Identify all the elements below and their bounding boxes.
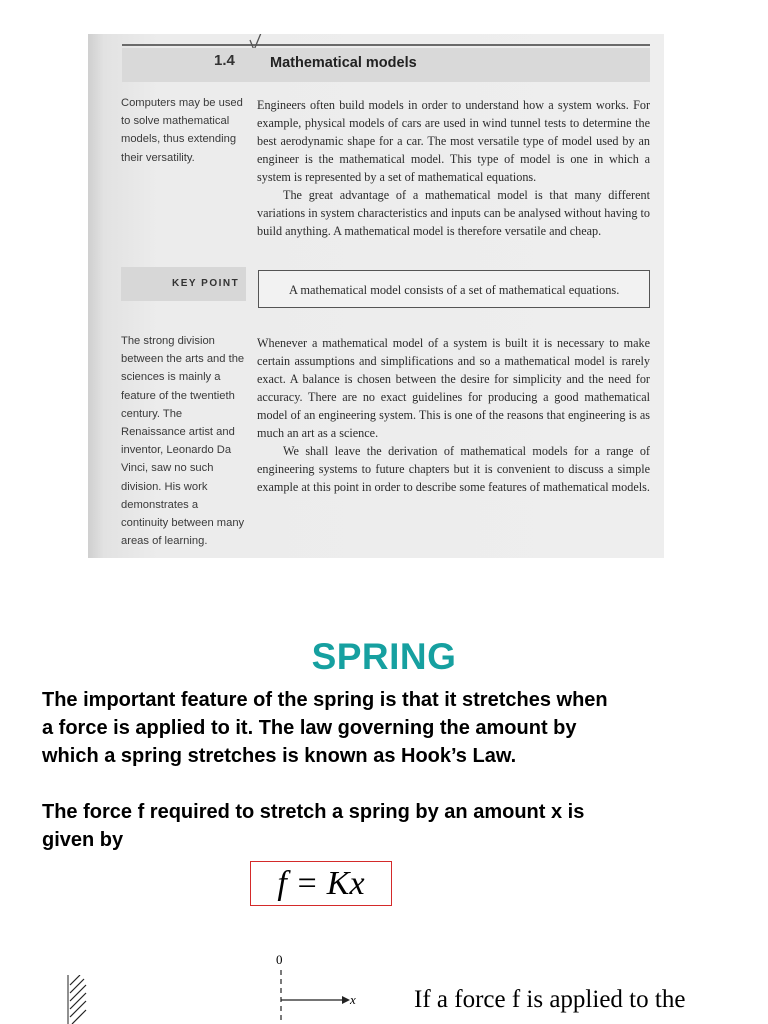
force-definition-paragraph: The force f required to stretch a spring by an amount x is given by [42, 801, 585, 851]
key-point-label: KEY POINT [172, 278, 240, 289]
spring-feature-paragraph: The important feature of the spring is that it stretches when a force is applied to it. The law governing the amount by which a spring stretches is known as Hook’s Law. [42, 689, 608, 767]
slide-title: SPRING [311, 636, 457, 677]
scanned-textbook-page [88, 34, 664, 558]
section-title: Mathematical models [270, 55, 417, 71]
key-point-box: A mathematical model consists of a set of mathematical equations. [258, 270, 650, 308]
body-paragraph-3: Whenever a mathematical model of a system is built it is necessary to make certain assumptions and simplifications and so a mathematical model is rarely exact. A balance is chosen between the desire for simplicity and the need for accuracy. There are no exact guidelines for producing a good mathematical model of an engineering system. This is one of the reasons that engineering is as much an art as a science. [257, 336, 650, 440]
body-paragraph-2: The great advantage of a mathematical model is that many different variations in system characteristics and inputs can be analysed without having to build anything. A mathematical model is therefore versatile and cheap. [257, 188, 650, 238]
axis-origin-label: 0 [276, 952, 283, 967]
body-paragraph-4: We shall leave the derivation of mathematical models for a range of engineering systems to future chapters but it is convenient to discuss a simple example at this point in order to describe some features of mathematical models. [257, 444, 650, 494]
axis-x-label: x [350, 992, 356, 1007]
section-number: 1.4 [214, 52, 235, 69]
body-paragraph-1: Engineers often build models in order to understand how a system works. For example, physical models of cars are used in wind tunnel tests to determine the best aerodynamic shape for a car. The most versatile type of model used by an engineer is the mathematical model. This type of model is one in which a system is represented by a set of mathematical equations. [257, 98, 650, 184]
margin-note-arts-sciences: The strong division between the arts and the sciences is mainly a feature of the twentieth century. The Renaissance artist and inventor, Leonardo Da Vinci, saw no such division. His work demonstrates a continuity between many areas of learning. [121, 335, 245, 548]
figure-caption: If a force f is applied to the [414, 986, 686, 1013]
top-rule [122, 44, 650, 46]
hookes-law-formula: f = Kx [250, 861, 392, 906]
margin-note-computers: Computers may be used to solve mathematical models, thus extending their versatility. [121, 97, 243, 164]
fixed-wall-hatching [66, 975, 92, 1024]
displacement-axis-arrow [272, 970, 372, 1024]
